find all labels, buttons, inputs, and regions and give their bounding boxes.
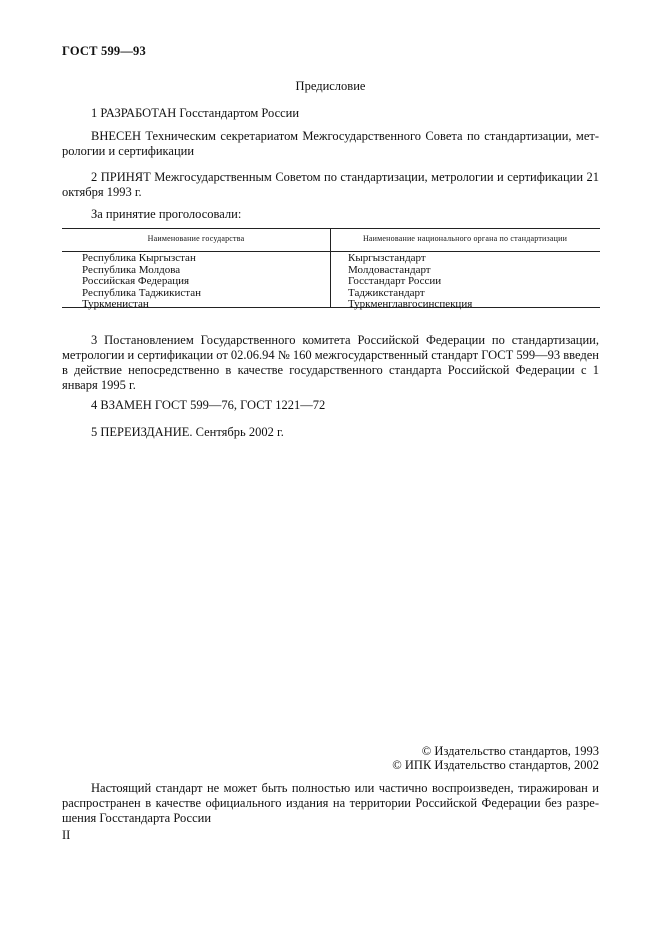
table-cell: Госстандарт России	[348, 275, 442, 287]
paragraph-reissue: 5 ПЕРЕИЗДАНИЕ. Сентябрь 2002 г.	[91, 425, 284, 439]
table-column-states	[82, 253, 201, 311]
paragraph-voted: За принятие проголосовали:	[91, 207, 242, 221]
table-cell: Российская Федерация	[82, 275, 190, 287]
vote-table	[62, 228, 600, 310]
document-id: ГОСТ 599—93	[62, 44, 146, 58]
table-cell: Республика Молдова	[82, 263, 181, 276]
page-number: II	[62, 828, 71, 842]
paragraph-decree: 3 Постановлением Государственного комитета Российской Федерации по стандартизации, метрологии и сертификации от 02.06.94 № 160 межгосударственный стандарт ГОСТ 599—93 введен в действие непосредственно в качестве государственного стандарта Российской Федерации с 1 января 1995 г.	[62, 333, 599, 392]
table-body-divider	[330, 251, 331, 307]
table-header-organ: Наименование национального органа по стандартизации	[362, 234, 568, 243]
paragraph-developed: 1 РАЗРАБОТАН Госстандартом России	[91, 106, 300, 120]
copyright-2002: © ИПК Издательство стандартов, 2002	[392, 758, 599, 772]
paragraph-replaces: 4 ВЗАМЕН ГОСТ 599—76, ГОСТ 1221—72	[91, 398, 326, 412]
table-header-state: Наименование государства	[147, 234, 245, 243]
table-cell: Республика Кыргызстан	[82, 252, 196, 264]
table-cell: Туркменистан	[82, 298, 149, 310]
paragraph-adopted: 2 ПРИНЯТ Межгосударственным Советом по стандартизации, метрологии и сертификации 21 октября 1993 г.	[62, 170, 599, 199]
table-column-organs	[348, 253, 472, 311]
table-cell: Туркменглавгосинспекция	[348, 298, 473, 310]
reproduction-notice: Настоящий стандарт не может быть полностью или частично воспроизведен, тиражирован и распространен в качестве официального издания на территории Российской Федерации без разре- шения Госстандарта России	[62, 781, 599, 825]
table-top-rule	[62, 228, 600, 229]
table-cell: Молдовастандарт	[348, 263, 431, 276]
paragraph-introduced: ВНЕСЕН Техническим секретариатом Межгосударственного Совета по стандартизации, мет- рологии и сертификации	[62, 129, 599, 158]
copyright-1993: © Издательство стандартов, 1993	[421, 744, 599, 758]
table-cell: Республика Таджикистан	[82, 286, 201, 299]
table-cell: Таджикстандарт	[348, 286, 425, 299]
section-title: Предисловие	[295, 79, 366, 93]
table-cell: Кыргызстандарт	[348, 252, 426, 264]
